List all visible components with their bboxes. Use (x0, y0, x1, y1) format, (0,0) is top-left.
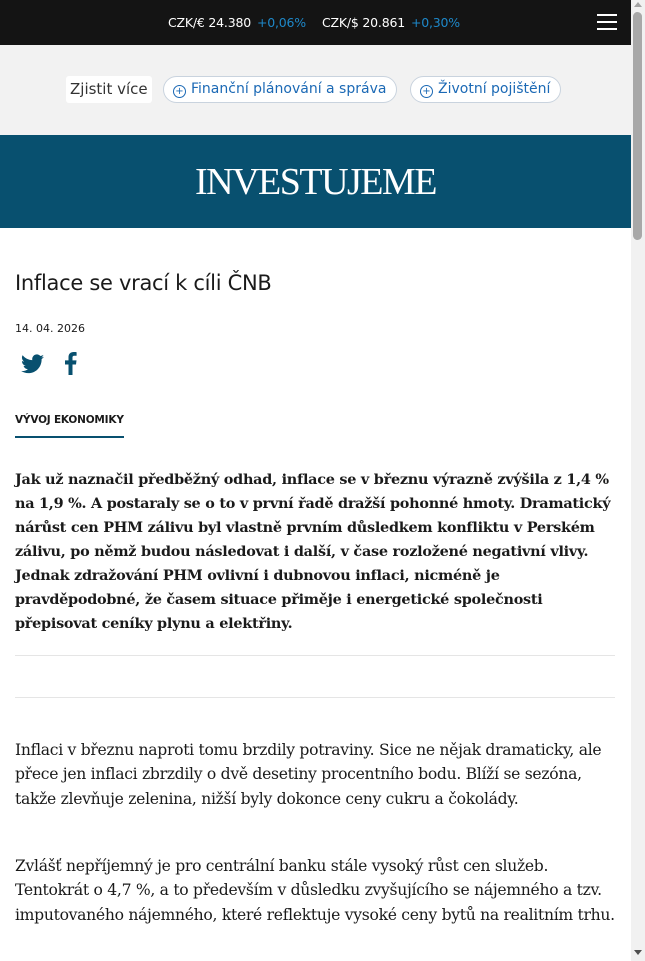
chip-financial-planning[interactable] (163, 76, 397, 103)
currency-bar (0, 0, 631, 45)
chip-life-insurance[interactable] (410, 76, 561, 103)
rate-usd (322, 15, 460, 30)
rate-eur-label: CZK/€ 24.380 (168, 15, 251, 30)
scroll-up-arrow-icon[interactable] (634, 2, 642, 7)
divider (15, 655, 615, 656)
scroll-down-arrow-icon[interactable] (634, 950, 642, 955)
rate-eur (168, 15, 306, 30)
scrollbar-thumb[interactable] (633, 12, 642, 240)
chip-label: Finanční plánování a správa (191, 81, 387, 97)
twitter-icon[interactable] (21, 354, 44, 374)
promo-label: Zjistit více (66, 76, 152, 103)
rate-eur-change: +0,06% (256, 15, 306, 30)
section-title[interactable]: INVESTUJEME (194, 161, 437, 203)
article-paragraph: Zvlášť nepříjemný je pro centrální banku stále vysoký růst cen služeb. Tentokrát o 4,7 %, a to především v důsledku zvyšujícího se nájemného a tzv. imputovaného nájemného, které reflektuje vysoké ceny bytů na realitním trhu. (15, 857, 615, 924)
rate-usd-change: +0,30% (410, 15, 460, 30)
article-headline: Inflace se vrací k cíli ČNB (15, 271, 272, 295)
rate-usd-label: CZK/$ 20.861 (322, 15, 405, 30)
plus-circle-icon: + (420, 85, 433, 98)
chip-label: Životní pojištění (438, 81, 551, 97)
article-lead: Jak už naznačil předběžný odhad, inflace se v březnu výrazně zvýšila z 1,4 % na 1,9 %. A postaraly se o to v první řadě dražší pohonné hmoty. Dramatický nárůst cen PHM zálivu byl vlastně prvním důsledkem konfliktu v Perském zálivu, po němž budou následovat i další, v čase rozložené negativní vlivy. Jednak zdražování PHM ovlivní i dubnovou inflaci, nicméně je pravděpodobné, že časem situace přiměje i energetické společnosti přepisovat ceníky plynu a elektřiny. (15, 471, 611, 632)
plus-circle-icon: + (173, 85, 186, 98)
divider (15, 697, 615, 698)
hamburger-icon[interactable] (597, 14, 617, 32)
facebook-icon[interactable] (64, 352, 77, 375)
article-date: 14. 04. 2026 (15, 322, 85, 335)
article-paragraph: Inflaci v březnu naproti tomu brzdily potraviny. Sice ne nějak dramaticky, ale přece jen inflaci zbrzdily o dvě desetiny procentního bodu. Blíží se sezóna, takže zlevňuje zelenina, nižší byly dokonce ceny cukru a čokolády. (15, 741, 602, 808)
category-tag[interactable]: VÝVOJ EKONOMIKY (15, 414, 124, 438)
